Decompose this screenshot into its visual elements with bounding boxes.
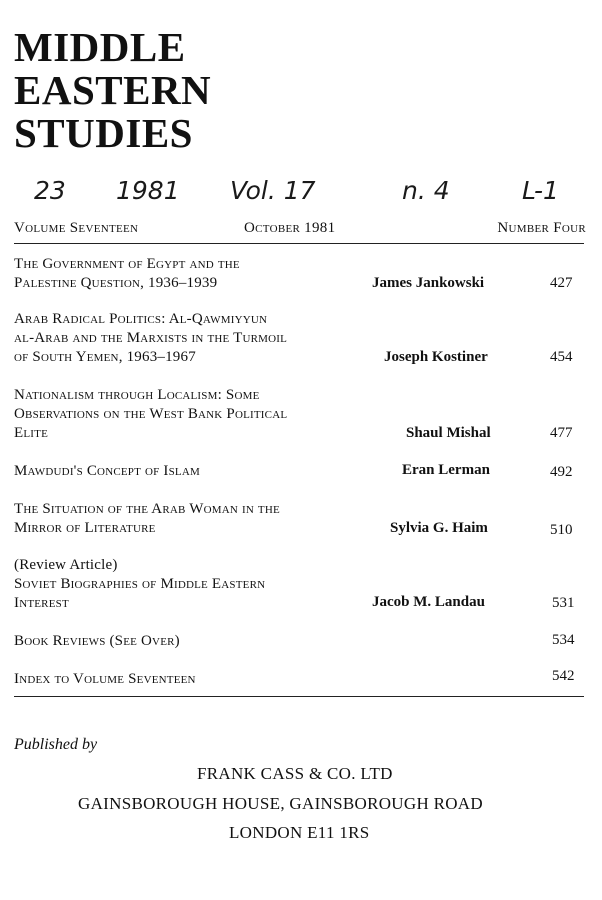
volume-label: Volume Seventeen <box>14 220 139 236</box>
journal-title-line: EASTERN <box>14 67 212 113</box>
publisher-address-line2: LONDON E11 1RS <box>229 823 370 842</box>
article-title: Book Reviews (See Over) <box>14 633 180 649</box>
issue-number: Number Four <box>497 220 586 236</box>
issue-date: October 1981 <box>244 220 336 236</box>
handwritten-note-part: L-1 <box>522 176 559 205</box>
article-title: Index to Volume Seventeen <box>14 671 196 687</box>
footer-divider <box>14 696 584 697</box>
article-title: (Review Article) Soviet Biographies of Middle Eastern Interest <box>14 556 364 613</box>
handwritten-note-part: 1981 <box>116 176 180 205</box>
article-author: Jacob M. Landau <box>372 594 485 610</box>
page-number: 454 <box>550 349 573 365</box>
journal-title-line: MIDDLE <box>14 24 186 70</box>
page-number: 542 <box>552 668 575 684</box>
page-number: 427 <box>550 275 573 291</box>
article-title: Mawdudi's Concept of Islam <box>14 463 200 479</box>
article-author: Eran Lerman <box>402 462 490 478</box>
article-title: The Situation of the Arab Woman in the Mirror of Literature <box>14 501 280 536</box>
journal-title <box>14 26 211 155</box>
article-title: Nationalism through Localism: Some Observations on the West Bank Political Elite <box>14 387 288 441</box>
page-number: 477 <box>550 425 573 441</box>
article-author: James Jankowski <box>372 275 485 291</box>
handwritten-note-part: n. 4 <box>402 176 450 205</box>
review-article-label: (Review Article) <box>14 557 118 573</box>
page-number: 510 <box>550 522 573 538</box>
page-number: 534 <box>552 632 575 648</box>
page-number: 531 <box>552 595 575 611</box>
publisher-address-line1: GAINSBOROUGH HOUSE, GAINSBOROUGH ROAD <box>78 794 483 813</box>
journal-title-line: STUDIES <box>14 110 193 156</box>
article-title: Arab Radical Politics: Al-Qawmiyyun al-Arab and the Marxists in the Turmoil of South Yemen, 1963–1967 <box>14 311 288 365</box>
publisher-name: FRANK CASS & CO. LTD <box>197 764 393 783</box>
article-title: The Government of Egypt and the Palestine Question, 1936–1939 <box>14 256 240 291</box>
article-author: Sylvia G. Haim <box>390 520 488 536</box>
article-author: Joseph Kostiner <box>384 349 488 365</box>
page-number: 492 <box>550 464 573 480</box>
header-divider <box>14 243 584 244</box>
published-by-label: Published by <box>14 736 98 753</box>
handwritten-note-part: Vol. 17 <box>230 176 316 205</box>
article-author: Shaul Mishal <box>406 425 491 441</box>
handwritten-note-part: 23 <box>34 176 66 205</box>
